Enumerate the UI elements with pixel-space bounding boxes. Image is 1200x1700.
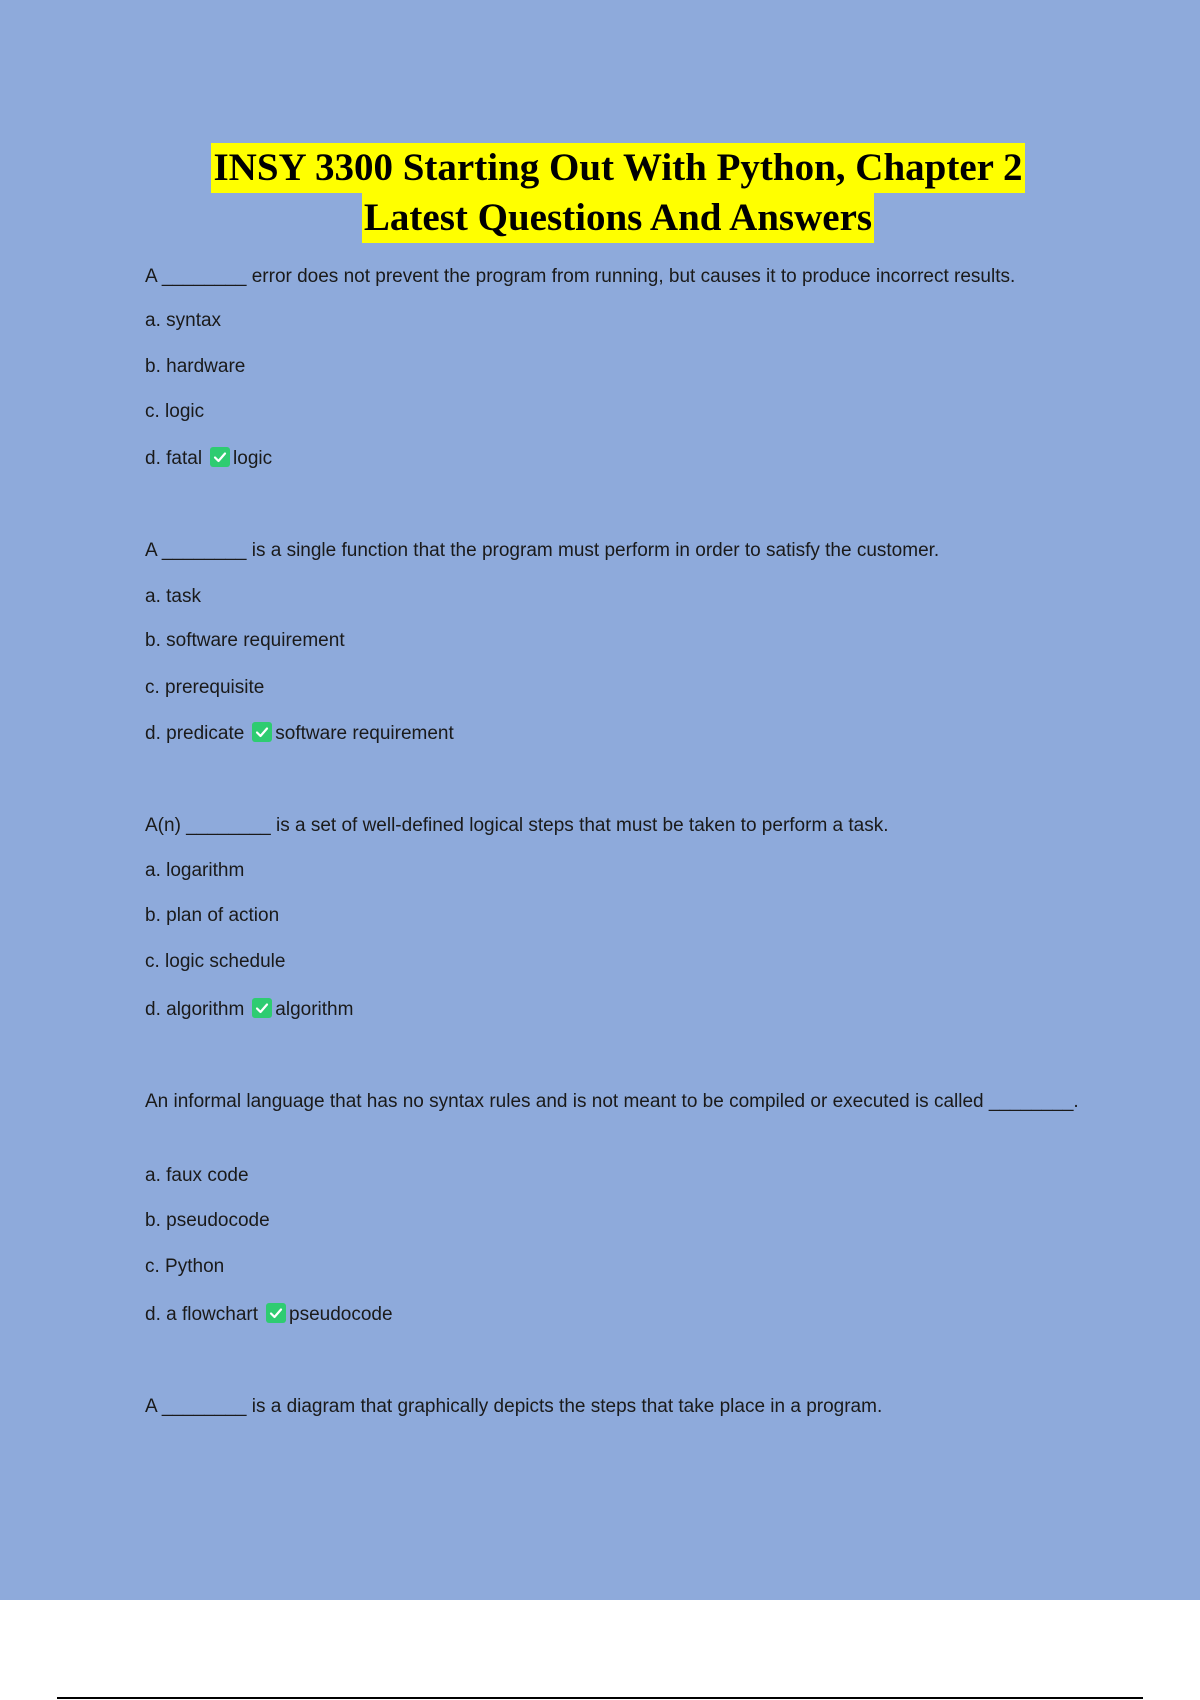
question-1-option-b: b. hardware — [145, 356, 246, 377]
question-1-option-c: c. logic — [145, 401, 205, 422]
question-5-text: A ________ is a diagram that graphically depicts the steps that take place in a program. — [145, 1396, 883, 1417]
question-3-option-b: b. plan of action — [145, 905, 280, 926]
question-2-answer: software requirement — [275, 723, 454, 744]
footer-divider — [57, 1697, 1143, 1699]
question-3-text: A(n) ________ is a set of well-defined logical steps that must be taken to perform a task. — [145, 815, 889, 836]
title-line-2: Latest Questions And Answers — [362, 193, 874, 243]
question-4-option-b: b. pseudocode — [145, 1210, 270, 1231]
question-1-text: A ________ error does not prevent the program from running, but causes it to produce incorrect results. — [145, 266, 1016, 287]
question-2-option-c: c. prerequisite — [145, 677, 265, 698]
question-2-option-d: d. predicate — [145, 723, 245, 744]
question-2-option-d-row — [145, 720, 454, 748]
question-4-option-d-row — [145, 1301, 393, 1329]
title-line-1: INSY 3300 Starting Out With Python, Chapter 2 — [211, 143, 1024, 193]
question-1-option-d-row — [145, 445, 272, 473]
question-3-option-d: d. algorithm — [145, 999, 245, 1020]
question-4-text: An informal language that has no syntax rules and is not meant to be compiled or executed is called ________. — [145, 1091, 1079, 1112]
question-1-answer: logic — [233, 448, 273, 469]
question-4-option-c: c. Python — [145, 1256, 225, 1277]
checkmark-icon — [210, 447, 230, 467]
question-2-option-b: b. software requirement — [145, 630, 345, 651]
question-1-option-a: a. syntax — [145, 310, 222, 331]
checkmark-icon — [252, 998, 272, 1018]
checkmark-icon — [266, 1303, 286, 1323]
question-1-option-d: d. fatal — [145, 448, 203, 469]
question-3-option-d-row — [145, 996, 353, 1024]
document-title — [0, 143, 1200, 243]
question-2-option-a: a. task — [145, 586, 201, 607]
question-3-answer: algorithm — [275, 999, 354, 1020]
question-3-option-c: c. logic schedule — [145, 951, 286, 972]
question-4-answer: pseudocode — [289, 1304, 393, 1325]
checkmark-icon — [252, 722, 272, 742]
question-4-option-d: d. a flowchart — [145, 1304, 258, 1325]
question-2-text: A ________ is a single function that the program must perform in order to satisfy the customer. — [145, 540, 940, 561]
question-4-option-a: a. faux code — [145, 1165, 249, 1186]
question-3-option-a: a. logarithm — [145, 860, 245, 881]
